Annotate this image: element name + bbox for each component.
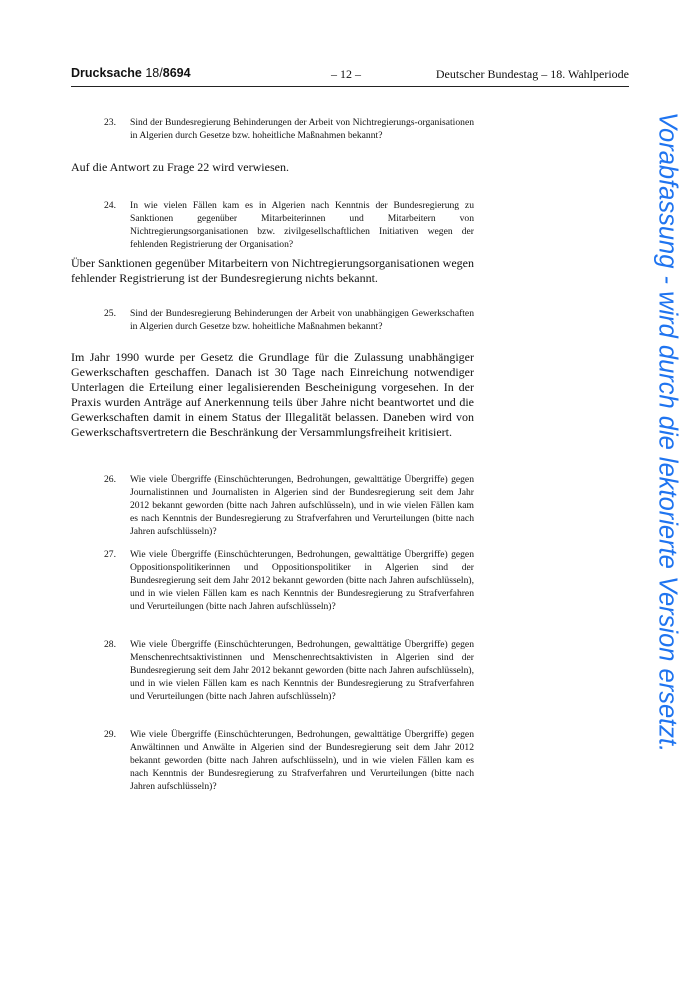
document-number: 8694 bbox=[162, 66, 191, 80]
question-text: Wie viele Übergriffe (Einschüchterungen, Bedrohungen, gewalttätige Übergriffe) gegen Journalistinnen und Journalisten in Algerien sind der Bundesregierung seit dem Jahr 2012 bekannt geworden (bitte nach Jahren aufschlüsseln), und in wie vielen Fällen kam es nach Kenntnis der Bundesregierung zu Strafverfahren und Verurteilungen (bitte nach Jahren aufschlüsseln)? bbox=[130, 474, 474, 537]
question-text: In wie vielen Fällen kam es in Algerien nach Kenntnis der Bundesregierung zu Sanktionen gegenüber Mitarbeiterinnen und Mitarbeitern von Nichtregierungsorganisationen bzw. zivilgesellschaftlichen Initiativen wegen der fehlenden Registrierung der Organisation? bbox=[130, 200, 474, 250]
answer-25: Im Jahr 1990 wurde per Gesetz die Grundlage für die Zulassung unabhängiger Gewerkschaften geschaffen. Danach ist 30 Tage nach Einreichung notwendiger Unterlagen die Erteilung einer legalisierenden Bescheinigung vorgesehen. In der Praxis wurden Anträge auf Anerkennung teils über Jahre nicht beantwortet und die Gewerkschaften damit in einem Status der Illegalität belassen. Daneben wird von Gewerkschaftsvertretern die Beschränkung der Versammlungsfreiheit kritisiert. bbox=[71, 350, 474, 439]
document-prefix: 18/ bbox=[145, 66, 163, 80]
question-24 bbox=[104, 199, 474, 251]
question-number: 23. bbox=[104, 117, 116, 128]
question-number: 27. bbox=[104, 549, 116, 560]
answer-23: Auf die Antwort zu Frage 22 wird verwiesen. bbox=[71, 160, 289, 174]
question-text: Wie viele Übergriffe (Einschüchterungen, Bedrohungen, gewalttätige Übergriffe) gegen Menschenrechtsaktivistinnen und Menschenrechtsaktivisten in Algerien sind der Bundesregierung seit dem Jahr 2012 bekannt geworden (bitte nach Jahren aufschlüsseln), und in wie vielen Fällen kam es nach Kenntnis der Bundesregierung zu Strafverfahren und Verurteilungen (bitte nach Jahren aufschlüsseln)? bbox=[130, 639, 474, 702]
question-27 bbox=[104, 548, 474, 613]
institution-label: Deutscher Bundestag – 18. Wahlperiode bbox=[435, 67, 629, 81]
question-number: 29. bbox=[104, 729, 116, 740]
answer-24: Über Sanktionen gegenüber Mitarbeitern von Nichtregierungsorganisationen wegen fehlender Registrierung ist der Bundesregierung nichts bekannt. bbox=[71, 256, 474, 285]
document-label: Drucksache bbox=[71, 66, 142, 80]
question-26 bbox=[104, 473, 474, 538]
question-number: 28. bbox=[104, 639, 116, 650]
page-number: – 12 – bbox=[331, 67, 361, 81]
question-text: Sind der Bundesregierung Behinderungen der Arbeit von Nichtregierungs-organisationen in Algerien durch Gesetze bzw. hoheitliche Maßnahmen bekannt? bbox=[130, 117, 474, 141]
page-header bbox=[71, 66, 629, 87]
question-25 bbox=[104, 307, 474, 333]
question-text: Wie viele Übergriffe (Einschüchterungen, Bedrohungen, gewalttätige Übergriffe) gegen Oppositionspolitikerinnen und Oppositionspolitiker in Algerien sind der Bundesregierung seit dem Jahr 2012 bekannt geworden (bitte nach Jahren aufschlüsseln), und in wie vielen Fällen kam es nach Kenntnis der Bundesregierung zu Strafverfahren und Verurteilungen (bitte nach Jahren aufschlüsseln)? bbox=[130, 549, 474, 612]
question-text: Sind der Bundesregierung Behinderungen der Arbeit von unabhängigen Gewerkschaften in Algerien durch Gesetze bzw. hoheitliche Maßnahmen bekannt? bbox=[130, 308, 474, 332]
question-number: 24. bbox=[104, 200, 116, 211]
question-text: Wie viele Übergriffe (Einschüchterungen, Bedrohungen, gewalttätige Übergriffe) gegen Anwältinnen und Anwälte in Algerien sind der Bundesregierung seit dem Jahr 2012 bekannt geworden (bitte nach Jahren aufschlüsseln), und in wie vielen Fällen kam es nach Kenntnis der Bundesregierung zu Strafverfahren und Verurteilungen (bitte nach Jahren aufschlüsseln)? bbox=[130, 729, 474, 792]
question-28 bbox=[104, 638, 474, 703]
question-number: 25. bbox=[104, 308, 116, 319]
question-23 bbox=[104, 116, 474, 142]
question-29 bbox=[104, 728, 474, 793]
question-number: 26. bbox=[104, 474, 116, 485]
document-id bbox=[71, 66, 191, 80]
draft-watermark: Vorabfassung - wird durch die lektorierte Version ersetzt. bbox=[653, 112, 682, 753]
